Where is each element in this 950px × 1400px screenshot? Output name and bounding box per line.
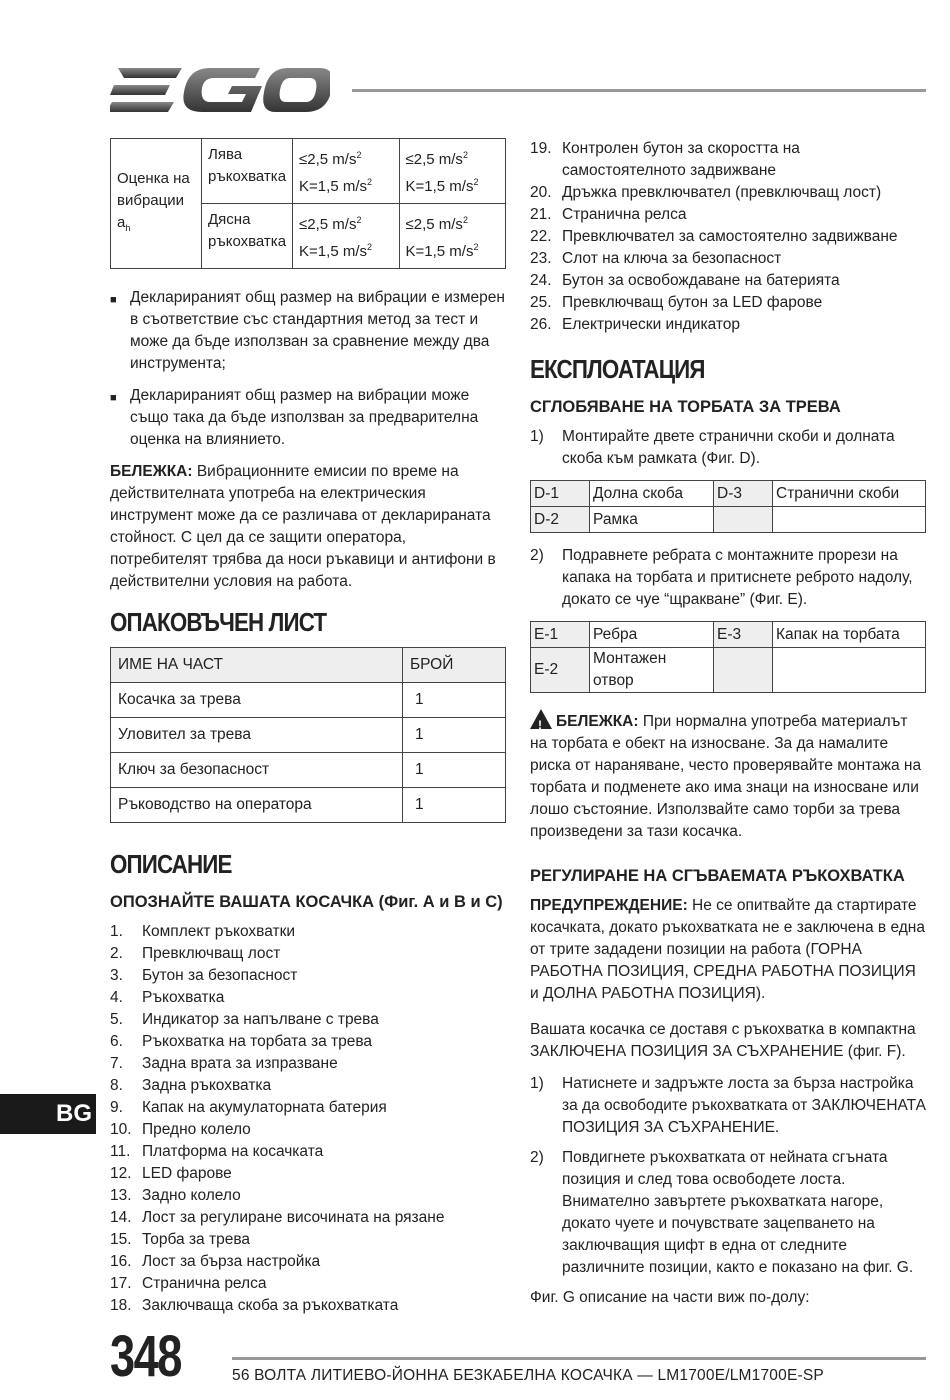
table-row: Ръководство на оператора 1: [111, 788, 506, 823]
table-row: Ключ за безопасност 1: [111, 753, 506, 788]
list-item: 22. Превключвател за самостоятелно задвижване: [530, 228, 898, 245]
ego-logo: [110, 66, 330, 114]
vibration-note: БЕЛЕЖКА: Вибрационните емисии по време на действителната употреба на електрическия инструмент може да се различава от декларираната стойност. С цел да се защити оператора, потребителят трябва да носи ръкавици и антифони в действителни условия на работа.: [110, 463, 496, 590]
operation-title: ЕКСПЛОАТАЦИЯ: [530, 354, 705, 384]
table-row: Косачка за трева 1: [111, 683, 506, 718]
list-item: 18. Заключваща скоба за ръкохватката: [110, 1297, 399, 1314]
parts-table-d: [530, 480, 926, 533]
list-item: 5. Индикатор за напълване с трева: [110, 1011, 379, 1028]
list-item: 16. Лост за бърза настройка: [110, 1253, 321, 1270]
bag-note: ! БЕЛЕЖКА: При нормална употреба материалът на торбата е обект на износване. За да намалите риска от нараняване, често проверявайте монтажа на торбата и подменете ако има знаци на износване или лошо състояние. Използвайте само торби за трева произведени за тази косачка.: [530, 709, 926, 843]
vibration-label: Оценка на вибрации $a_h$: [111, 139, 202, 269]
vib-handle-right: Дясна ръкохватка: [202, 204, 293, 269]
list-item: 4. Ръкохватка: [110, 989, 225, 1006]
list-item: 23. Слот на ключа за безопасност: [530, 250, 782, 267]
handle-step-2: 2) Повдигнете ръкохватката от нейната сгъната позиция и след това освободете лоста. Внимателно завъртете ръкохватката нагоре, докато чуете и почувствате зацепването на заключващия щифт в една от следните различните позиции, както е показано на фиг. G.: [530, 1149, 914, 1276]
assembly-step-2: 2) Подравнете ребрата с монтажните прорези на капака на торбата и притиснете реброто надолу, докато се чуе “щракване” (Фиг. Е).: [530, 547, 913, 608]
footer-text: 56 ВОЛТА ЛИТИЕВО-ЙОННА БЕЗКАБЕЛНА КОСАЧКА — LM1700E/LM1700E-SP: [232, 1367, 824, 1384]
packing-table: [110, 647, 506, 823]
list-item: 14. Лост за регулиране височината на рязане: [110, 1209, 445, 1226]
list-item: 17. Странична релса: [110, 1275, 267, 1292]
square-bullet-icon: ■: [110, 392, 117, 404]
list-item: 3. Бутон за безопасност: [110, 967, 298, 984]
list-item: 26. Електрически индикатор: [530, 316, 741, 333]
bullet-item: ■ Декларираният общ размер на вибрации може също така да бъде използван за предварителна оценка на влиянието.: [110, 385, 506, 451]
left-column: [110, 138, 506, 1317]
table-row: E-2 Монтажен отвор: [531, 648, 926, 693]
table-row: D-2 Рамка: [531, 507, 926, 533]
list-item: 12. LED фарове: [110, 1165, 232, 1182]
handle-title: РЕГУЛИРАНЕ НА СГЪВАЕМАТА РЪКОХВАТКА: [530, 867, 905, 885]
table-row: Уловител за трева 1: [111, 718, 506, 753]
square-bullet-icon: ■: [110, 294, 117, 306]
vibration-table: [110, 138, 506, 269]
vib-cell: ≤2,5 $m/s^2$ K=1,5 $m/s^2$: [399, 139, 505, 204]
list-item: 6. Ръкохватка на торбата за трева: [110, 1033, 373, 1050]
footer-rule: [232, 1357, 926, 1360]
list-item: 20. Дръжка превключвател (превключващ лост): [530, 184, 882, 201]
list-item: 8. Задна ръкохватка: [110, 1077, 272, 1094]
table-row: E-1 Ребра E-3 Капак на торбата: [531, 622, 926, 648]
assembly-step-1: 1) Монтирайте двете странични скоби и долната скоба към рамката (Фиг. D).: [530, 428, 895, 467]
list-item: 2. Превключващ лост: [110, 945, 281, 962]
vib-cell: ≤2,5 $m/s^2$ K=1,5 $m/s^2$: [293, 204, 399, 269]
vib-cell: ≤2,5 $m/s^2$ K=1,5 $m/s^2$: [293, 139, 399, 204]
fig-g-caption: Фиг. G описание на части виж по-долу:: [530, 1289, 810, 1306]
assembly-title: СГЛОБЯВАНЕ НА ТОРБАТА ЗА ТРЕВА: [530, 398, 841, 416]
handle-warning: ПРЕДУПРЕЖДЕНИЕ: Не се опитвайте да стартирате косачката, докато ръкохватката не е заключена в една от трите зададени позиции на работа (ГОРНА РАБОТНА ПОЗИЦИЯ, СРЕДНА РАБОТНА ПОЗИЦИЯ и ДОЛНА РАБОТНА ПОЗИЦИЯ).: [530, 897, 925, 1002]
list-item: 21. Странична релса: [530, 206, 687, 223]
description-title: ОПИСАНИЕ: [110, 849, 232, 879]
packing-title: ОПАКОВЪЧЕН ЛИСТ: [110, 607, 327, 637]
list-item: 9. Капак на акумулаторната батерия: [110, 1099, 387, 1116]
table-header-row: ИМЕ НА ЧАСТ БРОЙ: [111, 648, 506, 683]
list-item: 11. Платформа на косачката: [110, 1143, 324, 1160]
list-item: 1. Комплект ръкохватки: [110, 923, 296, 940]
table-row: D-1 Долна скоба D-3 Странични скоби: [531, 481, 926, 507]
header-rule: [352, 89, 926, 92]
description-subtitle: ОПОЗНАЙТЕ ВАШАТА КОСАЧКА (Фиг. А и В и С): [110, 893, 503, 911]
right-column: [530, 138, 926, 1309]
list-item: 15. Торба за трева: [110, 1231, 251, 1248]
list-item: 24. Бутон за освобождаване на батерията: [530, 272, 840, 289]
parts-list-left: [110, 921, 506, 1317]
parts-list-right: [530, 138, 926, 336]
list-item: 10. Предно колело: [110, 1121, 251, 1138]
handle-step-1: 1) Натиснете и задръжте лоста за бърза настройка за да освободите ръкохватката от ЗАКЛЮЧЕНАТА ПОЗИЦИЯ ЗА СЪХРАНЕНИЕ.: [530, 1075, 926, 1136]
vib-handle-left: Лява ръкохватка: [202, 139, 293, 204]
vib-cell: ≤2,5 $m/s^2$ K=1,5 $m/s^2$: [399, 204, 505, 269]
page-number: 348: [110, 1324, 181, 1389]
list-item: 25. Превключващ бутон за LED фарове: [530, 294, 823, 311]
warning-triangle-icon: !: [530, 709, 552, 729]
bullet-item: ■ Декларираният общ размер на вибрации е измерен в съответствие със стандартния метод за тест и може да бъде използван за сравнение между два инструмента;: [110, 287, 506, 375]
delivered-text: Вашата косачка се доставя с ръкохватка в компактна ЗАКЛЮЧЕНА ПОЗИЦИЯ ЗА СЪХРАНЕНИЕ (фиг. F).: [530, 1021, 916, 1060]
language-tab: BG: [0, 1094, 96, 1134]
list-item: 7. Задна врата за изпразване: [110, 1055, 338, 1072]
list-item: 19. Контролен бутон за скоростта на самостоятелното задвижване: [530, 140, 800, 179]
list-item: 13. Задно колело: [110, 1187, 241, 1204]
parts-table-e: [530, 621, 926, 693]
